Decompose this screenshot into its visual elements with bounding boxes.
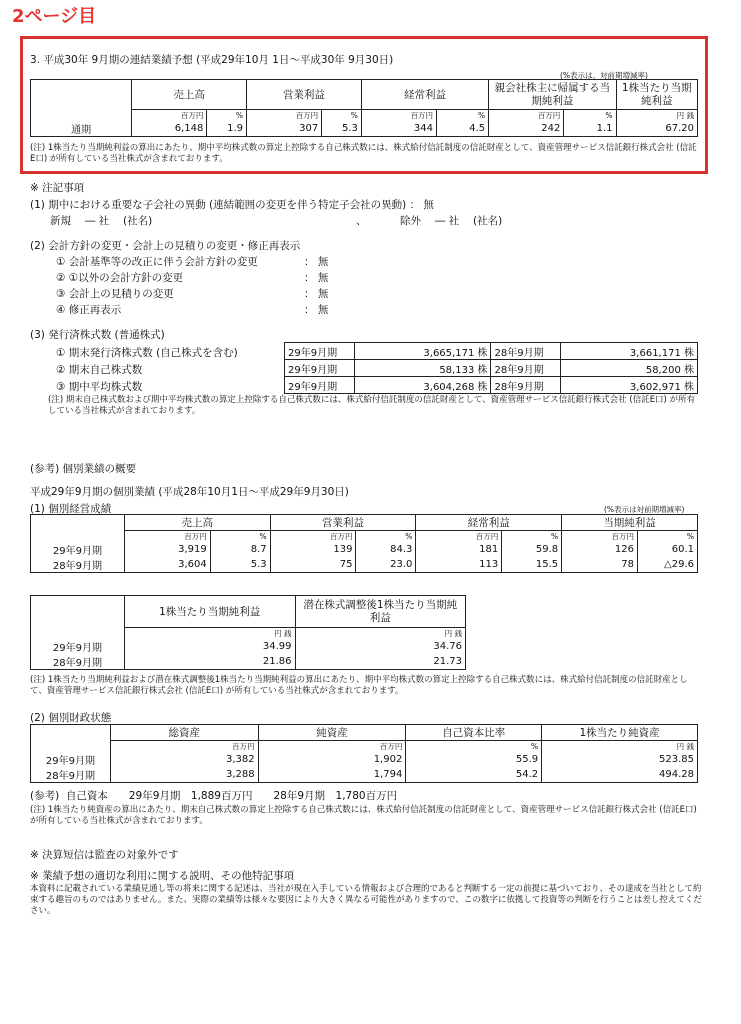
financial-header: 総資産 bbox=[110, 725, 258, 741]
equity-line: (参考) 自己資本 29年9月期 1,889百万円 28年9月期 1,780百万円 bbox=[30, 790, 398, 802]
financial-value: 1,902 bbox=[258, 752, 406, 767]
results-row-label: 29年9月期 bbox=[31, 542, 125, 557]
results-value: 139 bbox=[270, 542, 356, 557]
unit-cell: 円 銭 bbox=[616, 110, 698, 122]
results-value: 78 bbox=[562, 557, 638, 573]
financial-value: 55.9 bbox=[406, 752, 542, 767]
results-value: 8.7 bbox=[210, 542, 270, 557]
financial-header: 純資産 bbox=[258, 725, 406, 741]
unit-cell: 百万円 bbox=[247, 110, 322, 122]
notes-heading: ※ 注記事項 bbox=[30, 182, 85, 194]
shares-value: 3,604,268 株 bbox=[354, 377, 491, 394]
results-value: 75 bbox=[270, 557, 356, 573]
notes-item1: (1) 期中における重要な子会社の異動 (連結範囲の変更を伴う特定子会社の異動) ： 無 bbox=[30, 199, 434, 211]
financial-table bbox=[30, 724, 698, 783]
unit-cell: % bbox=[356, 531, 416, 543]
forecast-footnote: (注) 1株当たり当期純利益の算出にあたり、期中平均株式数の算定上控除する自己株式数には、株式給付信託制度の信託財産として、資産管理サービス信託銀行株式会社 (信託E口) が所有している当社株式が含まれております。 bbox=[30, 143, 697, 164]
shares-period: 28年9月期 bbox=[491, 377, 561, 394]
unit-cell: % bbox=[322, 110, 362, 122]
forecast-value: 242 bbox=[489, 121, 564, 137]
notes-item2-row-label: ① 会計基準等の改正に伴う会計方針の変更 bbox=[56, 256, 258, 268]
unit-cell: % bbox=[502, 531, 562, 543]
financial-value: 494.28 bbox=[542, 767, 698, 783]
unit-cell: 百万円 bbox=[361, 110, 436, 122]
financial-value: 54.2 bbox=[406, 767, 542, 783]
eps-table bbox=[30, 595, 466, 670]
unit-cell: 百万円 bbox=[270, 531, 356, 543]
results-header: 当期純利益 bbox=[562, 515, 698, 531]
shares-period: 28年9月期 bbox=[491, 360, 561, 377]
results-value: 60.1 bbox=[638, 542, 698, 557]
forecast-header-eps: 1株当たり当期純利益 bbox=[616, 80, 698, 110]
reference-sub2: (2) 個別財政状態 bbox=[30, 712, 112, 724]
forecast-value: 307 bbox=[247, 121, 322, 137]
unit-cell: 百万円 bbox=[562, 531, 638, 543]
notes-item2-row-value: ： 無 bbox=[304, 304, 329, 316]
shares-value: 3,602,971 株 bbox=[561, 377, 698, 394]
eps-row-label: 28年9月期 bbox=[31, 654, 125, 670]
forecast-note-right: (%表示は、対前期増減率) bbox=[560, 71, 648, 80]
notes-item2-row-label: ④ 修正再表示 bbox=[56, 304, 122, 316]
eps-row-label: 29年9月期 bbox=[31, 639, 125, 654]
notes-item1-new: 新規 ― 社 (社名) bbox=[50, 215, 153, 227]
results-value: 3,919 bbox=[124, 542, 210, 557]
financial-header: 1株当たり純資産 bbox=[542, 725, 698, 741]
notes-item2-row-label: ③ 会計上の見積りの変更 bbox=[56, 288, 174, 300]
shares-footnote: (注) 期末自己株式数および期中平均株式数の算定上控除する自己株式数には、株式給付信託制度の信託財産として、資産管理サービス信託銀行株式会社 (信託E口) が所有している当社株式が含まれております。 bbox=[48, 395, 696, 416]
forecast-header-sales: 売上高 bbox=[132, 80, 247, 110]
shares-value: 58,200 株 bbox=[561, 360, 698, 377]
page-label: 2ページ目 bbox=[12, 6, 97, 27]
financial-value: 3,288 bbox=[110, 767, 258, 783]
shares-period: 29年9月期 bbox=[285, 343, 355, 360]
shares-row-label: ② 期末自己株式数 bbox=[56, 364, 143, 376]
forecast-value: 1.1 bbox=[564, 121, 616, 137]
results-header: 営業利益 bbox=[270, 515, 416, 531]
forecast-value: 1.9 bbox=[207, 121, 247, 137]
unit-cell: 百万円 bbox=[416, 531, 502, 543]
unit-cell: 円 銭 bbox=[124, 628, 295, 640]
financial-value: 523.85 bbox=[542, 752, 698, 767]
forecast-value: 344 bbox=[361, 121, 436, 137]
unit-cell: % bbox=[210, 531, 270, 543]
financial-row-label: 29年9月期 bbox=[31, 752, 111, 767]
forecast-value: 4.5 bbox=[436, 121, 488, 137]
shares-table bbox=[284, 342, 698, 394]
unit-cell: 百万円 bbox=[258, 741, 406, 753]
eps-footnote: (注) 1株当たり当期純利益および潜在株式調整後1株当たり当期純利益の算出にあたり、期中平均株式数の算定上控除する自己株式数には、株式給付信託制度の信託財産として、資産管理サービス信託銀行株式会社 (信託E口) が所有している当社株式が含まれております。 bbox=[30, 675, 688, 696]
unit-cell: % bbox=[436, 110, 488, 122]
shares-value: 3,665,171 株 bbox=[354, 343, 491, 360]
results-value: △29.6 bbox=[638, 557, 698, 573]
notes-item2-row-value: ： 無 bbox=[304, 288, 329, 300]
results-value: 59.8 bbox=[502, 542, 562, 557]
forecast-header-operating: 営業利益 bbox=[247, 80, 362, 110]
forecast-header-ordinary: 経常利益 bbox=[361, 80, 488, 110]
eps-header: 1株当たり当期純利益 bbox=[124, 596, 295, 628]
financial-header: 自己資本比率 bbox=[406, 725, 542, 741]
shares-value: 58,133 株 bbox=[354, 360, 491, 377]
notes-item2-row-label: ② ①以外の会計方針の変更 bbox=[56, 272, 184, 284]
unit-cell: % bbox=[406, 741, 542, 753]
forecast-header-net: 親会社株主に帰属する当期純利益 bbox=[489, 80, 616, 110]
forecast-note-body: 本資料に記載されている業績見通し等の将来に関する記述は、当社が現在入手している情報および合理的であると判断する一定の前提に基づいており、その達成を当社として約束する趣旨のものではありません。また、実際の業績等は様々な要因により大きく異なる可能性がありますので、この数字に依拠して投資等の判断を行うことは差し控えてください。 bbox=[30, 884, 702, 916]
financial-row-label: 28年9月期 bbox=[31, 767, 111, 783]
results-value: 126 bbox=[562, 542, 638, 557]
unit-cell: 円 銭 bbox=[295, 628, 465, 640]
financial-footnote: (注) 1株当たり純資産の算出にあたり、期末自己株式数の算定上控除する自己株式数には、株式給付信託制度の信託財産として、資産管理サービス信託銀行株式会社 (信託E口) が所有している当社株式が含まれております。 bbox=[30, 805, 697, 826]
forecast-table bbox=[30, 79, 698, 137]
notes-item3: (3) 発行済株式数 (普通株式) bbox=[30, 329, 165, 341]
results-value: 84.3 bbox=[356, 542, 416, 557]
eps-value: 34.76 bbox=[295, 639, 465, 654]
unit-cell: 百万円 bbox=[110, 741, 258, 753]
financial-value: 3,382 bbox=[110, 752, 258, 767]
unit-cell: % bbox=[207, 110, 247, 122]
notes-item1-comma: 、 bbox=[356, 215, 367, 227]
results-value: 181 bbox=[416, 542, 502, 557]
results-table bbox=[30, 514, 698, 573]
shares-period: 29年9月期 bbox=[285, 377, 355, 394]
results-value: 23.0 bbox=[356, 557, 416, 573]
unit-cell: 百万円 bbox=[489, 110, 564, 122]
notes-item2: (2) 会計方針の変更・会計上の見積りの変更・修正再表示 bbox=[30, 240, 301, 252]
results-value: 3,604 bbox=[124, 557, 210, 573]
reference-heading: (参考) 個別業績の概要 bbox=[30, 463, 137, 475]
shares-value: 3,661,171 株 bbox=[561, 343, 698, 360]
results-header: 経常利益 bbox=[416, 515, 562, 531]
forecast-title: 3. 平成30年 9月期の連結業績予想 (平成29年10月 1日～平成30年 9月30日) bbox=[30, 54, 394, 66]
eps-value: 34.99 bbox=[124, 639, 295, 654]
forecast-value: 6,148 bbox=[132, 121, 207, 137]
forecast-value: 67.20 bbox=[616, 121, 698, 137]
eps-header: 潜在株式調整後1株当たり当期純利益 bbox=[295, 596, 465, 628]
forecast-note-heading: ※ 業績予想の適切な利用に関する説明、その他特記事項 bbox=[30, 870, 295, 882]
eps-value: 21.86 bbox=[124, 654, 295, 670]
notes-item1-removed: 除外 ― 社 (社名) bbox=[400, 215, 503, 227]
results-row-label: 28年9月期 bbox=[31, 557, 125, 573]
forecast-value: 5.3 bbox=[322, 121, 362, 137]
forecast-row-label: 通期 bbox=[31, 121, 132, 137]
shares-period: 28年9月期 bbox=[491, 343, 561, 360]
audit-note: ※ 決算短信は監査の対象外です bbox=[30, 849, 179, 861]
unit-cell: 円 銭 bbox=[542, 741, 698, 753]
financial-value: 1,794 bbox=[258, 767, 406, 783]
unit-cell: % bbox=[564, 110, 616, 122]
unit-cell: 百万円 bbox=[124, 531, 210, 543]
unit-cell: 百万円 bbox=[132, 110, 207, 122]
shares-period: 29年9月期 bbox=[285, 360, 355, 377]
reference-sub1: (1) 個別経営成績 bbox=[30, 503, 112, 515]
shares-row-label: ③ 期中平均株式数 bbox=[56, 381, 143, 393]
notes-item2-row-value: ： 無 bbox=[304, 256, 329, 268]
shares-row-label: ① 期末発行済株式数 (自己株式を含む) bbox=[56, 347, 238, 359]
results-value: 15.5 bbox=[502, 557, 562, 573]
results-value: 5.3 bbox=[210, 557, 270, 573]
forecast-header-blank bbox=[31, 80, 132, 110]
reference-note-right: (%表示は対前期増減率) bbox=[604, 505, 685, 514]
eps-value: 21.73 bbox=[295, 654, 465, 670]
results-header: 売上高 bbox=[124, 515, 270, 531]
notes-item2-row-value: ： 無 bbox=[304, 272, 329, 284]
unit-cell: % bbox=[638, 531, 698, 543]
results-value: 113 bbox=[416, 557, 502, 573]
reference-period-title: 平成29年9月期の個別業績 (平成28年10月1日～平成29年9月30日) bbox=[30, 486, 349, 498]
